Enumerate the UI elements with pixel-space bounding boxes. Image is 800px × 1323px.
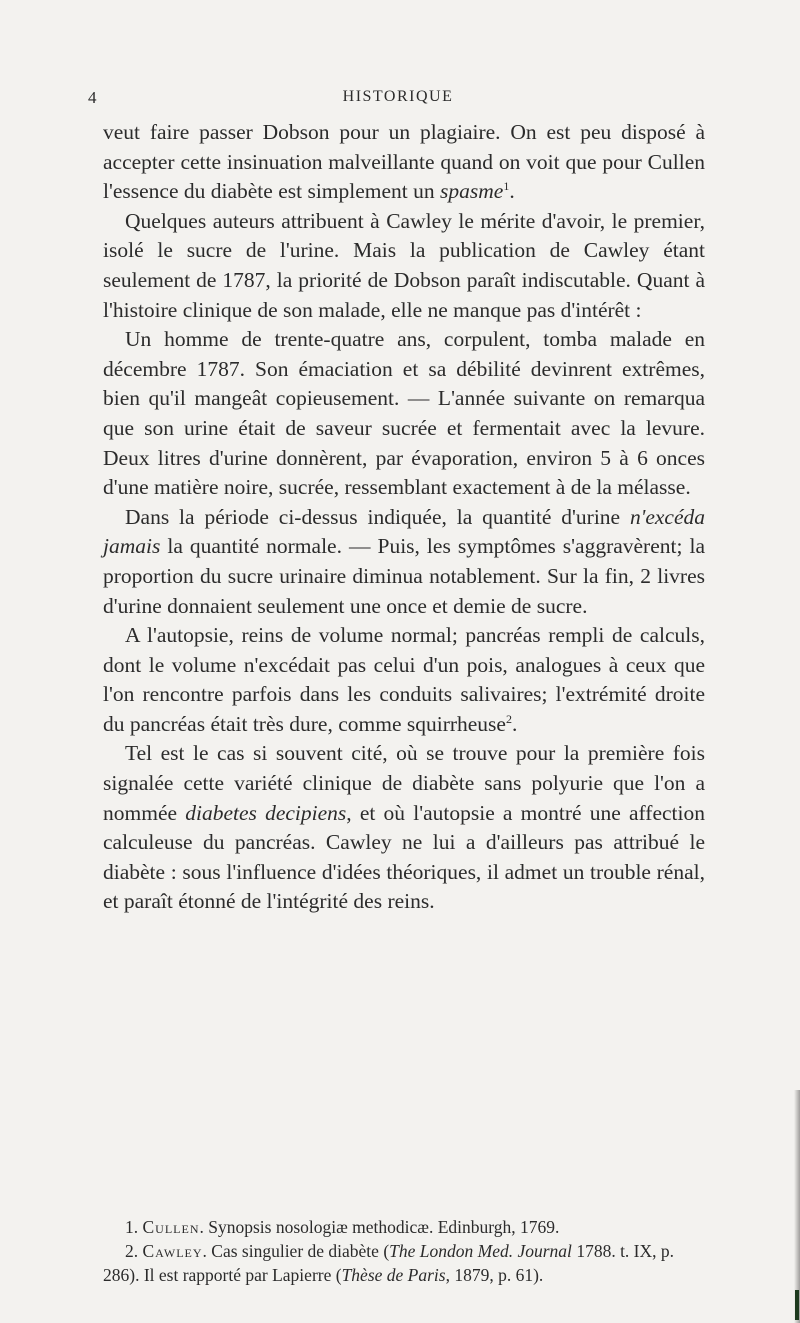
footnote-2-number: 2. <box>125 1241 143 1261</box>
paragraph-6-text: Tel est le cas si souvent cité, où se trouve pour la première fois signalée cette variété clinique de diabète sans polyurie que l'on a nommée <box>103 741 705 825</box>
paragraph-2: Quelques auteurs attribuent à Cawley le mérite d'avoir, le premier, isolé le sucre de l'urine. Mais la publication de Cawley étant seulement de 1787, la priorité de Dobson paraît indiscutable. Quant à l'histoire clinique de son malade, elle ne manque pas d'intérêt : <box>103 208 705 322</box>
page-number: 4 <box>88 88 97 107</box>
running-title: HISTORIQUE <box>342 88 454 105</box>
running-head <box>88 88 708 110</box>
paragraph-5 <box>103 621 705 739</box>
footnote-2-text-b: 1788. t. IX, p. 286). Il est rapporté par Lapierre ( <box>103 1241 675 1285</box>
footnote-ref-1[interactable]: 1 <box>503 179 510 194</box>
footnote-1-number: 1. <box>125 1217 143 1237</box>
paragraph-1-emphasis: spasme <box>440 179 504 204</box>
footnote-1-text: . Synopsis nosologiæ methodicæ. Edinburgh, 1769. <box>199 1217 560 1237</box>
paragraph-4 <box>103 503 705 621</box>
footnote-1 <box>103 1215 713 1239</box>
paragraph-6 <box>103 739 705 917</box>
footnote-1-author: Cullen <box>142 1217 200 1237</box>
footnotes <box>103 1215 713 1287</box>
paragraph-3: Un homme de trente-quatre ans, corpulent, tomba malade en décembre 1787. Son émaciation et sa débilité devinrent extrêmes, bien qu'il mangeât copieusement. — L'année suivante on remarqua que son urine était de saveur sucrée et fermentait avec la levure. Deux litres d'urine donnèrent, par évaporation, environ 5 à 6 onces d'une matière noire, sucrée, ressemblant exactement à de la mélasse. <box>103 327 705 500</box>
paragraph-5-end: . <box>511 711 518 736</box>
body-text <box>103 118 705 917</box>
paragraph-6-emphasis: diabetes decipiens <box>185 800 347 825</box>
page-edge-shadow <box>794 1090 800 1323</box>
footnote-2 <box>103 1239 713 1287</box>
paragraph-6-rest: , et où l'autopsie a montré une affection calculeuse du pancréas. Cawley ne lui a d'ailleurs pas attribué le diabète : sous l'influence d'idées théoriques, il admet un trouble rénal, et paraît étonné de l'intégrité des reins. <box>103 800 705 914</box>
paragraph-1 <box>103 118 705 207</box>
footnote-ref-2[interactable]: 2 <box>505 711 512 726</box>
footnote-2-text-c: , 1879, p. 61). <box>445 1265 544 1285</box>
paragraph-4-emphasis: n'excéda jamais <box>103 504 705 559</box>
paragraph-4-text: Dans la période ci-dessus indiquée, la quantité d'urine <box>125 504 630 529</box>
paragraph-1-end: . <box>509 179 515 204</box>
footnote-2-author: Cawley <box>142 1241 203 1261</box>
paragraph-1-text: veut faire passer Dobson pour un plagiaire. On est peu disposé à accepter cette insinuation malveillante quand on voit que pour Cullen l'essence du diabète est simplement un <box>103 120 705 204</box>
paragraph-5-text: A l'autopsie, reins de volume normal; pancréas rempli de calculs, dont le volume n'excédait pas celui d'un pois, analogues à ceux que l'on rencontre parfois dans les conduits salivaires; l'extrémité droite du pancréas était très dure, comme squirrheuse <box>103 623 705 736</box>
footnote-2-thesis: Thèse de Paris <box>341 1265 446 1285</box>
footnote-2-journal: The London Med. Journal <box>389 1241 572 1261</box>
footnote-2-text-a: . Cas singulier de diabète ( <box>202 1241 390 1261</box>
paragraph-4-rest: la quantité normale. — Puis, les symptômes s'aggravèrent; la proportion du sucre urinaire diminua notablement. Sur la fin, 2 livres d'urine donnaient seulement une once et demie de sucre. <box>103 534 705 618</box>
page-edge-mark <box>795 1290 799 1320</box>
